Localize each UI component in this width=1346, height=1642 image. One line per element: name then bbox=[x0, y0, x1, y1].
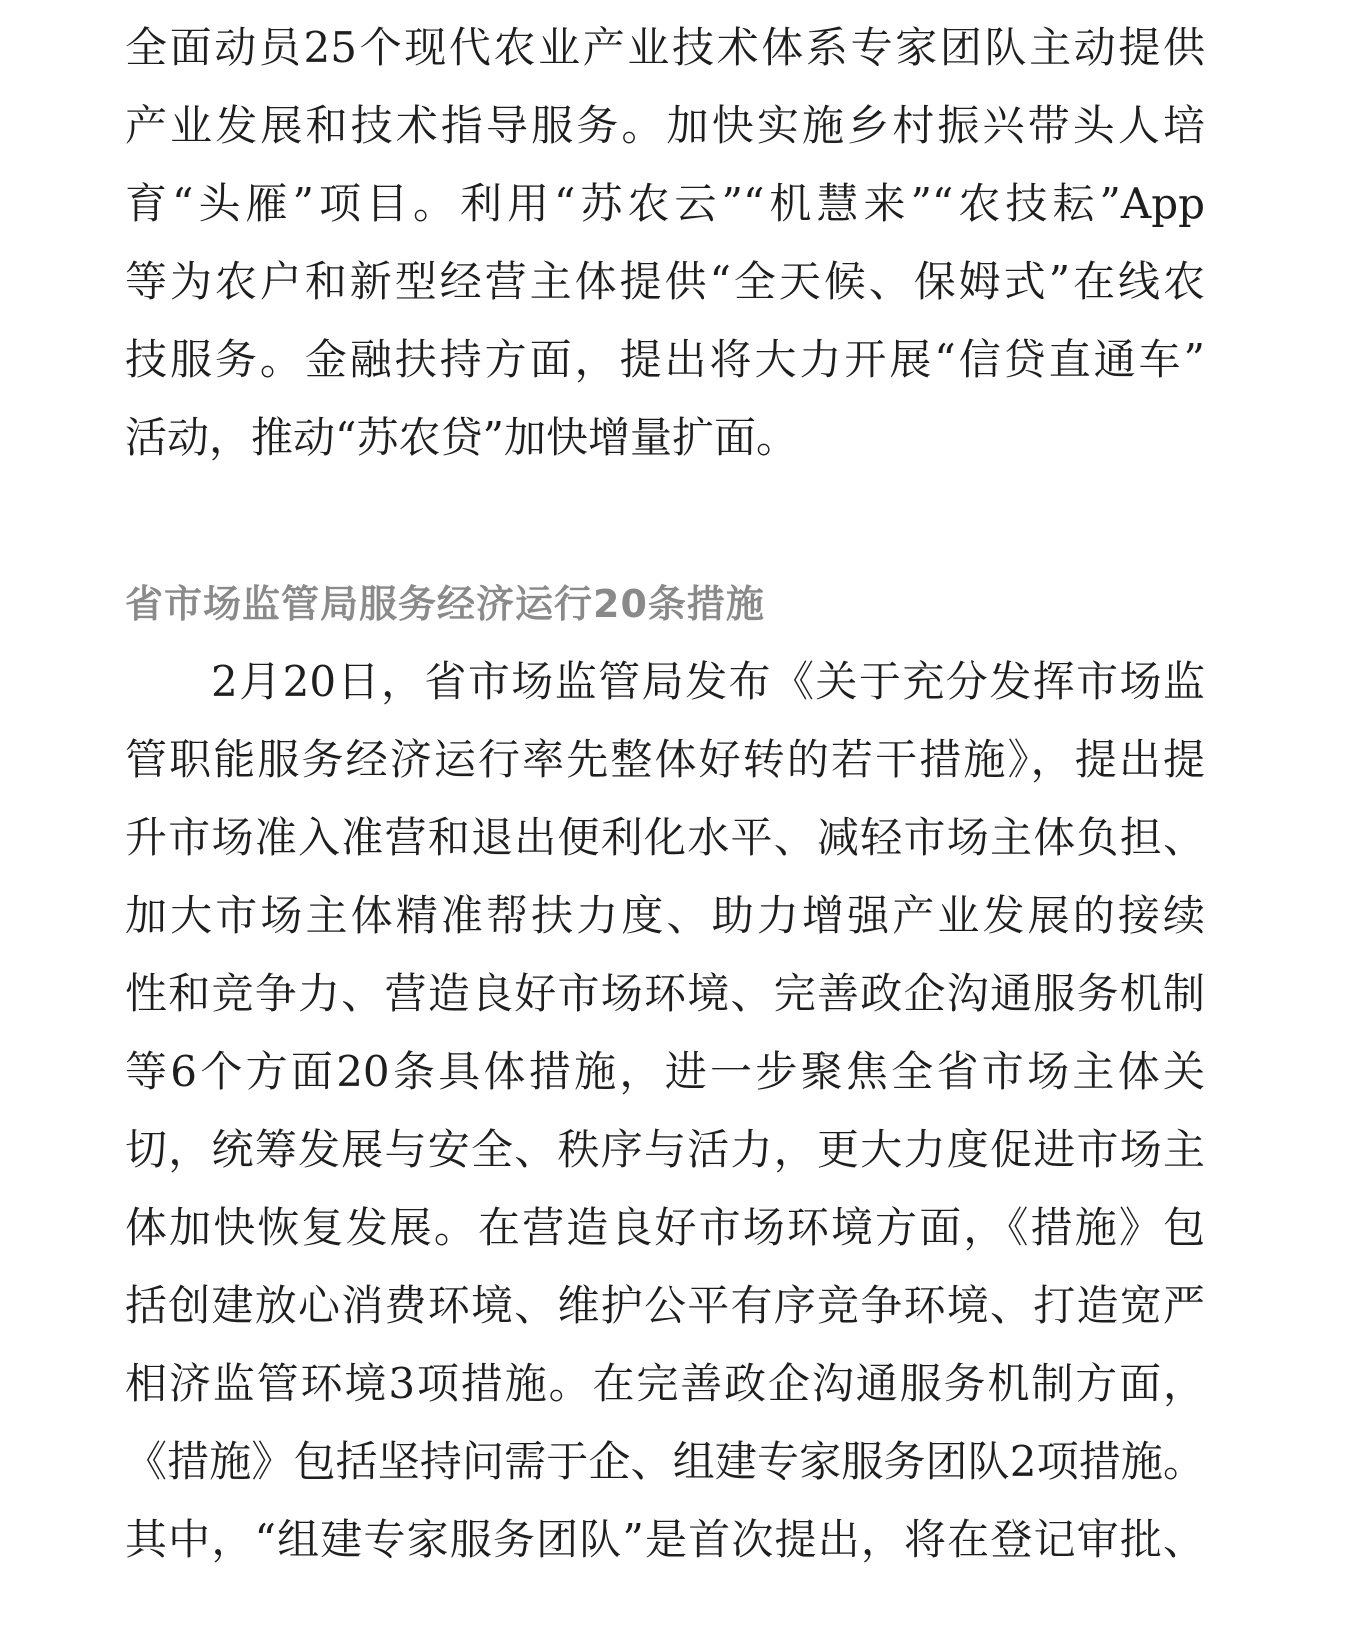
text-line: 括创建放心消费环境、维护公平有序竞争环境、打造宽严 bbox=[125, 1281, 1205, 1330]
text-line: 全面动员25个现代农业产业技术体系专家团队主动提供 bbox=[125, 23, 1205, 72]
text-line: 其中，“组建专家服务团队”是首次提出，将在登记审批、 bbox=[125, 1515, 1205, 1564]
text-line: 技服务。金融扶持方面，提出将大力开展“信贷直通车” bbox=[125, 335, 1205, 384]
text-line: 活动，推动“苏农贷”加快增量扩面。 bbox=[125, 413, 798, 462]
text-line: 产业发展和技术指导服务。加快实施乡村振兴带头人培 bbox=[125, 101, 1205, 150]
text-line: 加大市场主体精准帮扶力度、助力增强产业发展的接续 bbox=[125, 891, 1205, 940]
text-line: 管职能服务经济运行率先整体好转的若干措施》，提出提 bbox=[125, 735, 1205, 784]
text-line: 切，统筹发展与安全、秩序与活力，更大力度促进市场主 bbox=[125, 1125, 1205, 1174]
text-line: 等6个方面20条具体措施，进一步聚焦全省市场主体关 bbox=[125, 1047, 1205, 1096]
text-line: 性和竞争力、营造良好市场环境、完善政企沟通服务机制 bbox=[125, 969, 1205, 1018]
text-line: 体加快恢复发展。在营造良好市场环境方面，《措施》包 bbox=[125, 1203, 1205, 1252]
text-line: 升市场准入准营和退出便利化水平、减轻市场主体负担、 bbox=[125, 813, 1205, 862]
section-heading: 省市场监管局服务经济运行20条措施 bbox=[125, 582, 765, 626]
text-line: 《措施》包括坚持问需于企、组建专家服务团队2项措施。 bbox=[125, 1437, 1205, 1486]
text-line: 等为农户和新型经营主体提供“全天候、保姆式”在线农 bbox=[125, 257, 1205, 306]
text-line: 相济监管环境3项措施。在完善政企沟通服务机制方面， bbox=[125, 1359, 1205, 1408]
text-line: 育“头雁”项目。利用“苏农云”“机慧来”“农技耘”App bbox=[125, 179, 1205, 228]
text-line: 2月20日，省市场监管局发布《关于充分发挥市场监 bbox=[211, 657, 1205, 706]
